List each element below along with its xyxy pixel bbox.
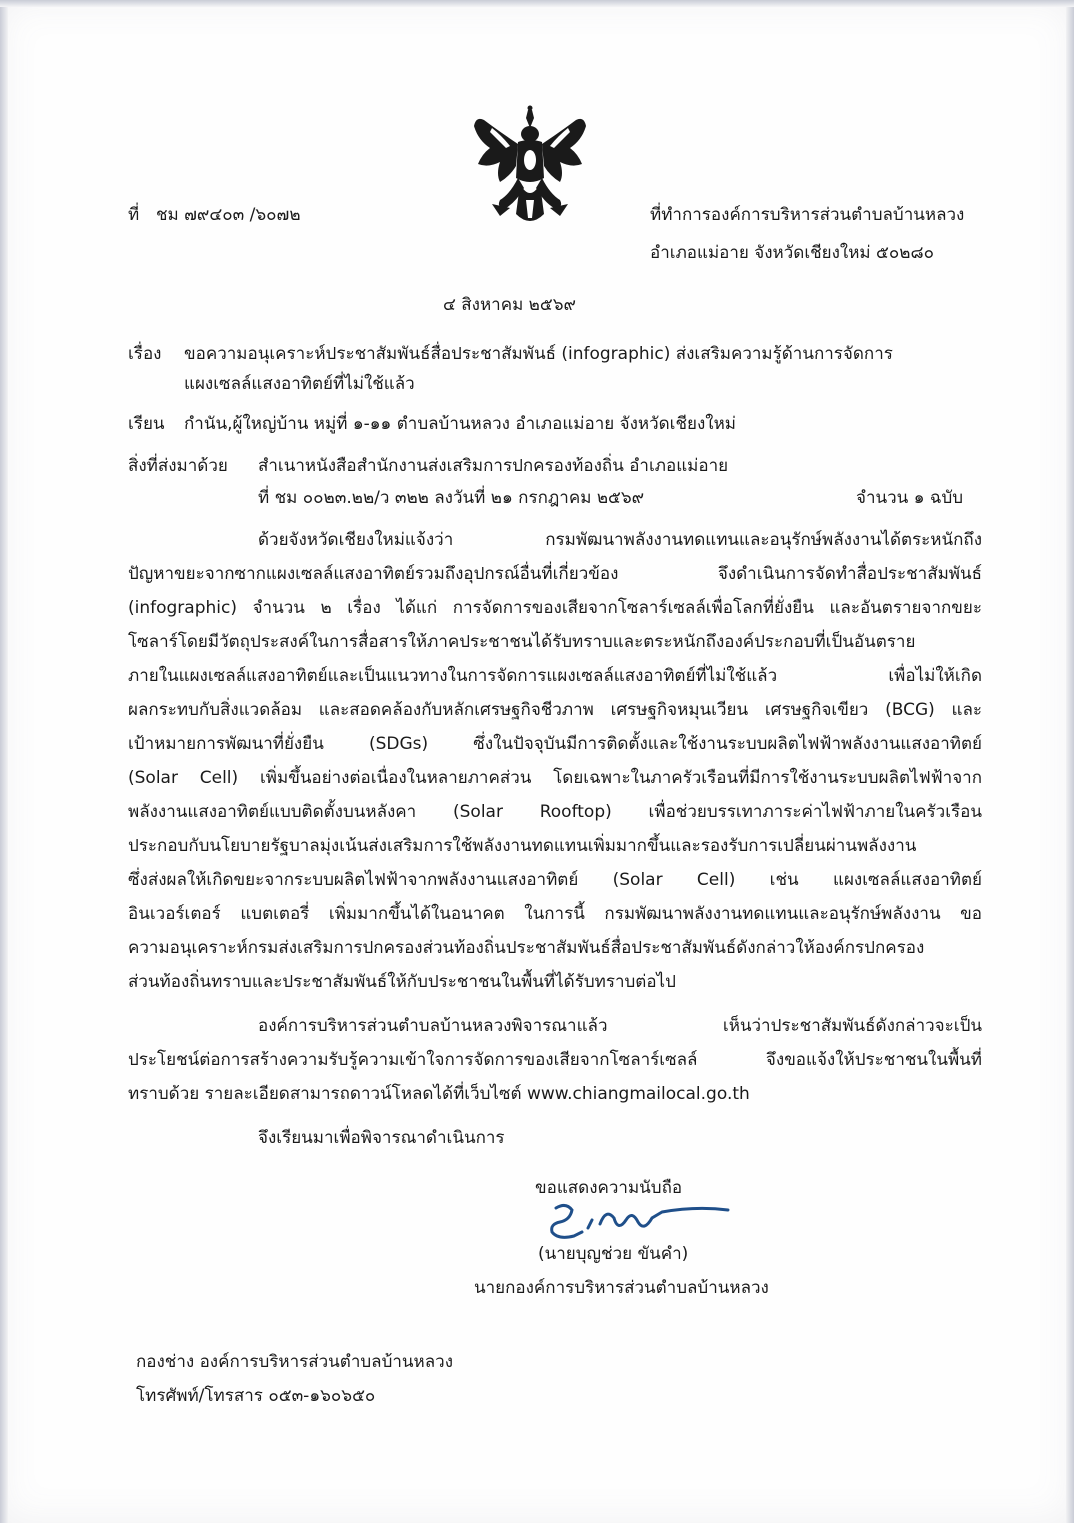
signer-name: (นายบุญช่วย ขันคำ) [538, 1244, 689, 1264]
office-address-line2: อำเภอแม่อาย จังหวัดเชียงใหม่ ๕๐๒๘๐ [650, 243, 934, 263]
office-address-line1: ที่ทำการองค์การบริหารส่วนตำบลบ้านหลวง [650, 205, 965, 225]
scan-edge-left [0, 0, 8, 1523]
footer-department: กองช่าง องค์การบริหารส่วนตำบลบ้านหลวง [136, 1352, 454, 1372]
letter-date: ๔ สิงหาคม ๒๕๖๙ [443, 295, 576, 315]
scan-edge-top [0, 0, 1074, 7]
enclosure-line1: สำเนาหนังสือสำนักงานส่งเสริมการปกครองท้องถิ่น อำเภอแม่อาย [258, 456, 729, 476]
body-line: ปัญหาขยะจากซากแผงเซลล์แสงอาทิตย์รวมถึงอุปกรณ์อื่นที่เกี่ยวข้อง จึงดำเนินการจัดทำสื่อประชาสัมพันธ์ [128, 564, 982, 584]
body-line: (infographic) จำนวน ๒ เรื่อง ได้แก่ การจัดการของเสียจากโซลาร์เซลล์เพื่อโลกที่ยั่งยืน และอันตรายจากขยะ [128, 598, 982, 618]
body-line: ซึ่งส่งผลให้เกิดขยะจากระบบผลิตไฟฟ้าจากพลังงานแสงอาทิตย์ (Solar Cell) เช่น แผงเซลล์แสงอาทิตย์ [128, 870, 982, 890]
body-line: องค์การบริหารส่วนตำบลบ้านหลวงพิจารณาแล้ว เห็นว่าประชาสัมพันธ์ดังกล่าวจะเป็น [258, 1016, 982, 1036]
handwritten-signature [536, 1198, 736, 1246]
footer-phone: โทรศัพท์/โทรสาร ๐๕๓-๑๖๐๖๕๐ [136, 1386, 376, 1406]
enclosure-quantity: จำนวน ๑ ฉบับ [856, 488, 964, 508]
body-line: ภายในแผงเซลล์แสงอาทิตย์และเป็นแนวทางในการจัดการแผงเซลล์แสงอาทิตย์ที่ไม่ใช้แล้ว เพื่อไม่ให้เกิด [128, 666, 982, 686]
body-line: เป้าหมายการพัฒนาที่ยั่งยืน (SDGs) ซึ่งในปัจจุบันมีการติดตั้งและใช้งานระบบผลิตไฟฟ้าพลังงานแสงอาทิตย์ [128, 734, 982, 754]
body-line: อินเวอร์เตอร์ แบตเตอรี่ เพิ่มมากขึ้นได้ในอนาคต ในการนี้ กรมพัฒนาพลังงานทดแทนและอนุรักษ์พลังงาน ขอ [128, 904, 982, 924]
body-line: ประกอบกับนโยบายรัฐบาลมุ่งเน้นส่งเสริมการใช้พลังงานทดแทนเพิ่มมากขึ้นและรองรับการเปลี่ยนผ่านพลังงาน [128, 836, 917, 856]
recipient-label: เรียน [128, 414, 165, 434]
body-line: พลังงานแสงอาทิตย์แบบติดตั้งบนหลังคา (Solar Rooftop) เพื่อช่วยบรรเทาภาระค่าไฟฟ้าภายในครัวเรือน [128, 802, 982, 822]
body-line: (Solar Cell) เพิ่มขึ้นอย่างต่อเนื่องในหลายภาคส่วน โดยเฉพาะในภาครัวเรือนที่มีการใช้งานระบบผลิตไฟฟ้าจาก [128, 768, 982, 788]
closing-request: จึงเรียนมาเพื่อพิจารณาดำเนินการ [258, 1128, 505, 1148]
subject-label: เรื่อง [128, 344, 162, 364]
reference-number: ชม ๗๙๔๐๓ /๖๐๗๒ [156, 205, 301, 225]
body-line: ผลกระทบกับสิ่งแวดล้อม และสอดคล้องกับหลักเศรษฐกิจชีวภาพ เศรษฐกิจหมุนเวียน เศรษฐกิจเขียว (BCG) และ [128, 700, 982, 720]
enclosure-line2: ที่ ชม ๐๐๒๓.๒๒/ว ๓๒๒ ลงวันที่ ๒๑ กรกฎาคม ๒๕๖๙ [258, 488, 645, 508]
signer-position: นายกองค์การบริหารส่วนตำบลบ้านหลวง [474, 1278, 769, 1298]
body-line: ประโยชน์ต่อการสร้างความรับรู้ความเข้าใจการจัดการของเสียจากโซลาร์เซลล์ จึงขอแจ้งให้ประชาชนในพื้นที่ [128, 1050, 982, 1070]
scan-edge-right [1066, 0, 1074, 1523]
subject-line2: แผงเซลล์แสงอาทิตย์ที่ไม่ใช้แล้ว [184, 374, 415, 394]
reference-label: ที่ [128, 205, 140, 225]
body-line: ความอนุเคราะห์กรมส่งเสริมการปกครองส่วนท้องถิ่นประชาสัมพันธ์สื่อประชาสัมพันธ์ดังกล่าวให้องค์กรปกครอง [128, 938, 925, 958]
salutation: ขอแสดงความนับถือ [535, 1178, 683, 1198]
body-line: ส่วนท้องถิ่นทราบและประชาสัมพันธ์ให้กับประชาชนในพื้นที่ได้รับทราบต่อไป [128, 972, 676, 992]
recipient-text: กำนัน,ผู้ใหญ่บ้าน หมู่ที่ ๑-๑๑ ตำบลบ้านหลวง อำเภอแม่อาย จังหวัดเชียงใหม่ [184, 414, 737, 434]
enclosure-label: สิ่งที่ส่งมาด้วย [128, 456, 228, 476]
body-line: ทราบด้วย รายละเอียดสามารถดาวน์โหลดได้ที่เว็บไซต์ www.chiangmailocal.go.th [128, 1084, 750, 1104]
subject-line1: ขอความอนุเคราะห์ประชาสัมพันธ์สื่อประชาสัมพันธ์ (infographic) ส่งเสริมความรู้ด้านการจัดการ [184, 344, 893, 364]
body-line: โซลาร์โดยมีวัตถุประสงค์ในการสื่อสารให้ภาคประชาชนได้รับทราบและตระหนักถึงองค์ประกอบที่เป็นอันตราย [128, 632, 916, 652]
garuda-emblem-icon [470, 104, 590, 230]
body-line: ด้วยจังหวัดเชียงใหม่แจ้งว่า กรมพัฒนาพลังงานทดแทนและอนุรักษ์พลังงานได้ตระหนักถึง [258, 530, 982, 550]
